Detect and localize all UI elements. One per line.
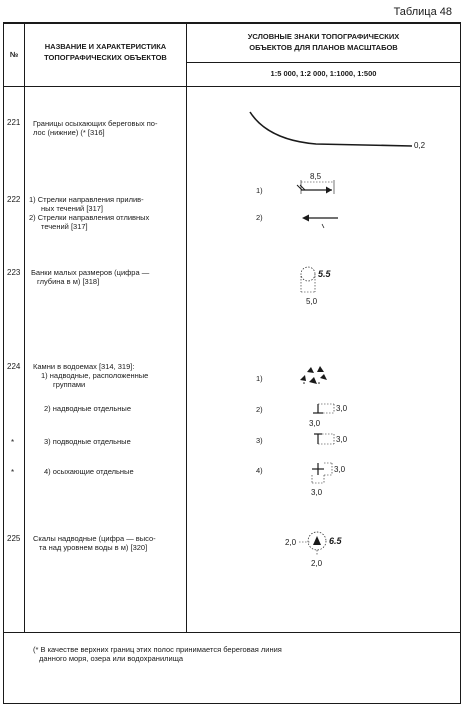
row-222-desc-line3: 2) Стрелки направления отливных [29,213,150,222]
row-224-val4a: 3,0 [334,465,346,474]
row-221-desc-line2: лос (нижние) (* [316] [33,128,105,137]
drying-strip-boundary-symbol [240,108,440,158]
header-signs-line2: ОБЪЕКТОВ ДЛЯ ПЛАНОВ МАСШТАБОВ [249,43,398,52]
header-scales-divider [186,62,461,63]
row-223-size: 5,0 [306,297,318,306]
row-223-number: 223 [7,268,21,277]
row-224-mark3: * [11,438,15,447]
row-225-number: 225 [7,534,21,543]
row-224-item3: 3) подводные отдельные [44,437,131,446]
row-222-description [29,195,184,231]
row-221-number: 221 [7,118,21,127]
row-223-description [31,268,184,286]
header-signs-line1: УСЛОВНЫЕ ЗНАКИ ТОПОГРАФИЧЕСКИХ [247,32,400,41]
row-225-height: 6.5 [329,536,342,546]
header-name-col [25,41,186,63]
table-top-border [3,22,461,24]
row-221-desc-line1: Границы осыхающих береговых по- [33,119,158,128]
row-224-val4b: 3,0 [311,488,323,497]
row-224-item4: 4) осыхающие отдельные [44,467,134,476]
row-224-sub2-label: 2) [256,405,263,414]
footnote-line1: (* В качестве верхних границ этих полос принимается береговая линия [33,645,282,654]
header-scales: 1:5 000, 1:2 000, 1:1000, 1:500 [270,69,377,78]
row-225-bottom: 2,0 [311,559,323,568]
header-bottom-divider [3,86,461,87]
grouped-rocks-symbol [296,364,330,390]
table-left-border [3,22,4,704]
row-222-sub1-label: 1) [256,186,263,195]
row-224-mark4: * [11,468,15,477]
row-224-sub3-label: 3) [256,436,263,445]
column-divider-1 [24,22,25,632]
footnote [33,645,453,663]
row-222-number: 222 [7,195,21,204]
row-225-desc-line1: Скалы надводные (цифра — высо- [33,534,156,543]
row-222-sub2-label: 2) [256,213,263,222]
column-divider-2 [186,22,187,632]
row-222-desc-line4: течений [317] [41,222,88,231]
header-name-line2: ТОПОГРАФИЧЕСКИХ ОБЪЕКТОВ [44,53,167,62]
row-224-val3: 3,0 [336,435,348,444]
row-222-value: 8,5 [310,172,322,181]
footnote-line2: данного моря, озера или водохранилища [39,654,184,663]
row-224-item2: 2) надводные отдельные [44,404,131,413]
row-222-desc-line1: 1) Стрелки направления прилив- [29,195,144,204]
footnote-divider [3,632,461,633]
row-225-description [33,534,185,552]
row-223-depth: 5.5 [318,269,331,279]
row-225-desc-line2: та над уровнем воды в м) [320] [39,543,148,552]
row-223-desc-line2: глубина в м) [318] [37,277,100,286]
row-224-desc-line1: Камни в водоемах [314, 319]: [33,362,135,371]
row-224-val2b: 3,0 [309,419,321,428]
row-221-description [33,119,183,137]
row-224-desc-line2: 1) надводные, расположенные [41,371,149,380]
row-224-desc-line3: группами [53,380,86,389]
small-bank-symbol [296,262,356,312]
header-name-line1: НАЗВАНИЕ И ХАРАКТЕРИСТИКА [44,42,167,51]
single-drying-rock-symbol [306,457,366,499]
row-224-sub4-label: 4) [256,466,263,475]
ebb-flow-arrow-symbol [298,208,348,232]
single-underwater-rock-symbol [306,428,366,450]
row-223-desc-line1: Банки малых размеров (цифра — [31,268,150,277]
row-225-left: 2,0 [285,538,297,547]
row-221-value: 0,2 [414,141,426,150]
table-label: Таблица 48 [393,6,452,18]
row-222-desc-line2: ных течений [317] [41,204,104,213]
row-224-sub1-label: 1) [256,374,263,383]
header-signs-col [187,31,460,53]
header-num-col: № [9,50,19,59]
single-surface-rock-symbol [306,394,366,428]
surface-cliff-symbol [282,524,362,570]
row-224-val2a: 3,0 [336,404,348,413]
boundary-curve [250,112,412,146]
table-bottom-border [3,703,461,704]
tide-flow-arrow-symbol [290,170,350,200]
table-right-border [460,22,461,704]
row-224-description [33,362,185,389]
row-224-number: 224 [7,362,21,371]
